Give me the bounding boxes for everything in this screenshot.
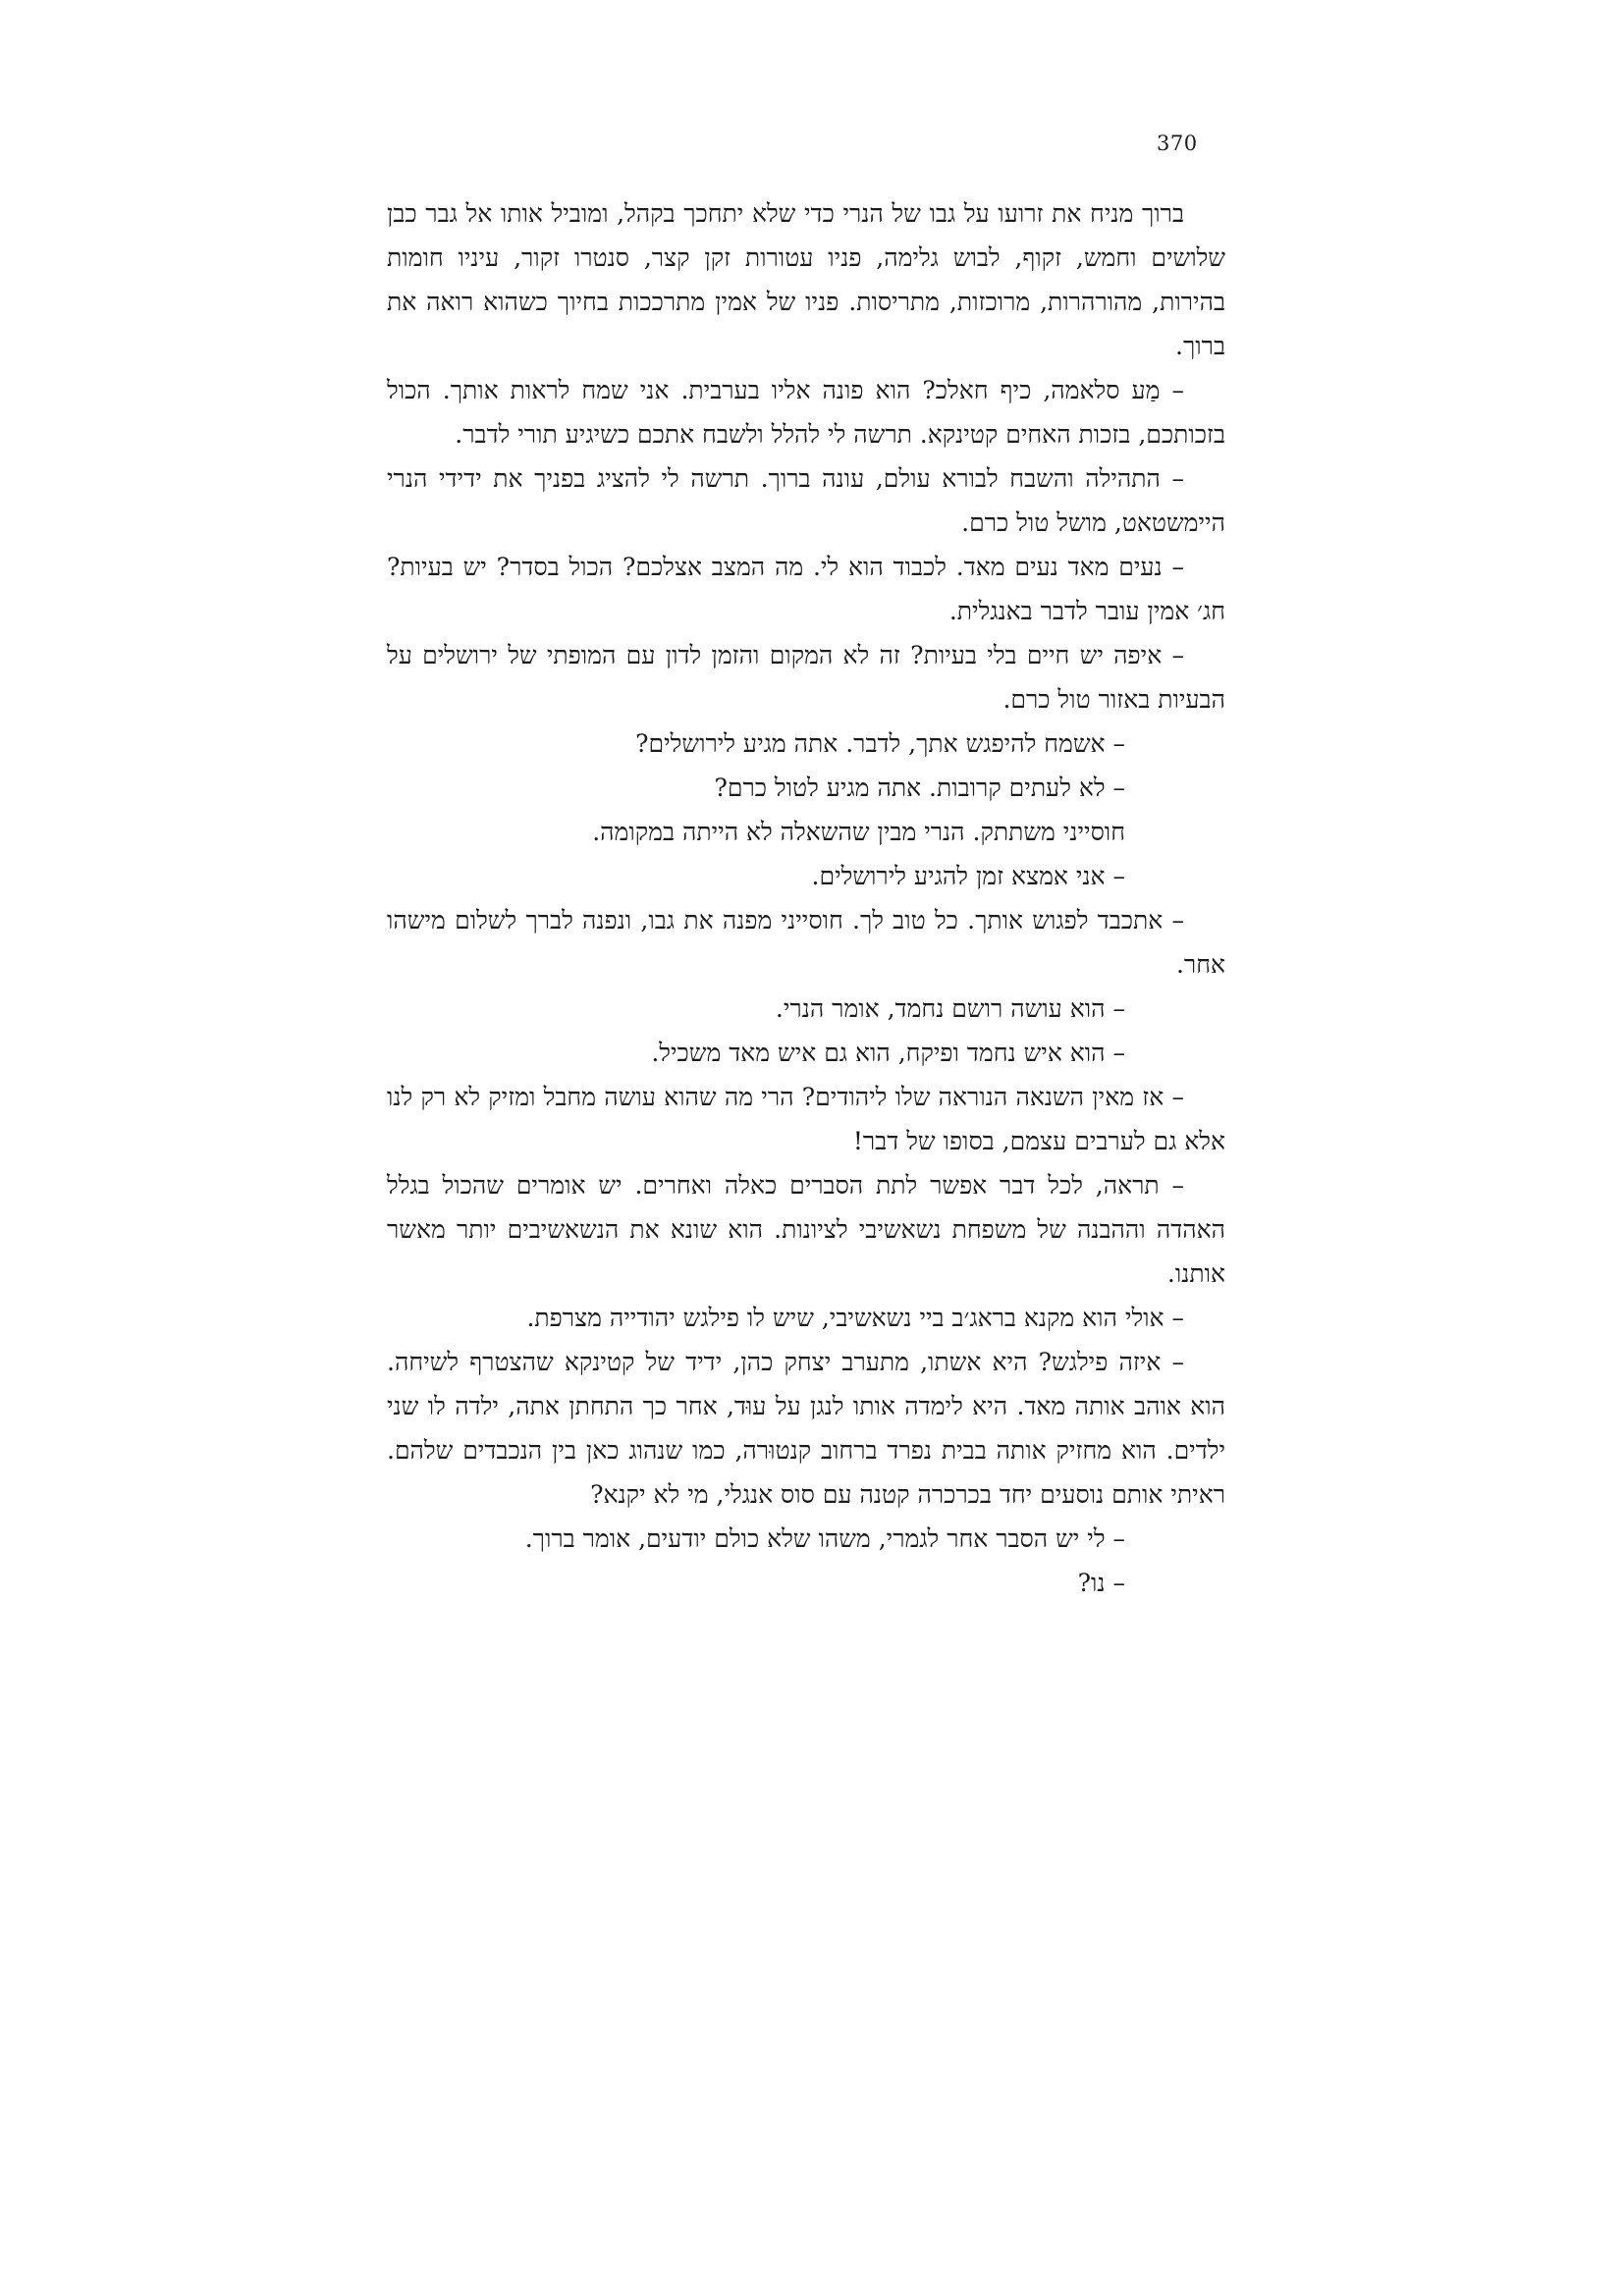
paragraph: – אני אמצא זמן להגיע לירושלים. bbox=[811, 862, 1125, 890]
paragraph: – איפה יש חיים בלי בעיות? זה לא המקום והזמן לדון עם המופתי של ירושלים על הבעיות באזור טול כרם. bbox=[387, 641, 1225, 714]
body-text bbox=[387, 191, 1225, 1605]
paragraph: – אולי הוא מקנא בראג׳ב ביי נשאשיבי, שיש לו פילגש יהודייה מצרפת. bbox=[526, 1304, 1184, 1332]
paragraph: – לי יש הסבר אחר לגמרי, משהו שלא כולם יודעים, אומר ברוך. bbox=[524, 1524, 1125, 1553]
paragraph: – נעים מאד נעים מאד. לכבוד הוא לי. מה המצב אצלכם? הכול בסדר? יש בעיות? חג׳ אמין עובר לדבר באנגלית. bbox=[387, 553, 1225, 625]
paragraph: – מַע סלאמה, כיף חאלכ? הוא פונה אליו בערבית. אני שמח לראות אותך. הכול בזכותכם, בזכות האחים קטינקא. תרשה לי להלל ולשבח אתכם כשיגיע תורי לדבר. bbox=[387, 376, 1225, 449]
paragraph: – הוא איש נחמד ופיקח, הוא גם איש מאד משכיל. bbox=[651, 1039, 1125, 1067]
paragraph: – איזה פילגש? היא אשתו, מתערב יצחק כהן, ידיד של קטינקא שהצטרף לשיחה. הוא אוהב אותה מאד. היא לימדה אותו לנגן על עוּד, אחר כך התחתן אתה, ילדה לו שני ילדים. הוא מחזיק אותה בבית נפרד ברחוב קנטוּרה, כמו שנהוג כאן בין הנכבדים שלהם. ראיתי אותם נוסעים יחד בכרכרה קטנה עם סוס אנגלי, מי לא יקנא? bbox=[387, 1348, 1225, 1509]
paragraph: – אז מאין השנאה הנוראה שלו ליהודים? הרי מה שהוא עושה מחבל ומזיק לא רק לנו אלא גם לערבים עצמם, בסופו של דבר! bbox=[387, 1083, 1225, 1155]
page-number: 370 bbox=[1157, 132, 1198, 155]
paragraph: – תראה, לכל דבר אפשר לתת הסברים כאלה ואחרים. יש אומרים שהכול בגלל האהדה וההבנה של משפחת נשאשיבי לציונות. הוא שונא את הנשאשיבים יותר מאשר אותנו. bbox=[387, 1171, 1225, 1288]
paragraph: חוסייני משתתק. הנרי מבין שהשאלה לא הייתה במקומה. bbox=[592, 818, 1125, 846]
paragraph: – אשמח להיפגש אתך, לדבר. אתה מגיע לירושלים? bbox=[635, 729, 1125, 758]
paragraph: – לא לעתים קרובות. אתה מגיע לטול כרם? bbox=[714, 774, 1125, 802]
paragraph: – הוא עושה רושם נחמד, אומר הנרי. bbox=[775, 994, 1125, 1023]
paragraph: – נו? bbox=[1077, 1569, 1125, 1597]
paragraph: – התהילה והשבח לבורא עולם, עונה ברוך. תרשה לי להציג בפניך את ידידי הנרי היימשטאט, מושל טול כרם. bbox=[387, 464, 1225, 537]
paragraph: – אתכבד לפגוש אותך. כל טוב לך. חוסייני מפנה את גבו, ונפנה לברך לשלום מישהו אחר. bbox=[387, 906, 1225, 979]
paragraph: ברוך מניח את זרועו על גבו של הנרי כדי שלא יתחכך בקהל, ומוביל אותו אל גבר כבן שלושים וחמש, זקוף, לבוש גלימה, פניו עטורות זקן קצר, סנטרו זקור, עיניו חומות בהירות, מהורהרות, מרוכזות, מתריסות. פניו של אמין מתרככות בחיוך כשהוא רואה את ברוך. bbox=[387, 199, 1225, 360]
